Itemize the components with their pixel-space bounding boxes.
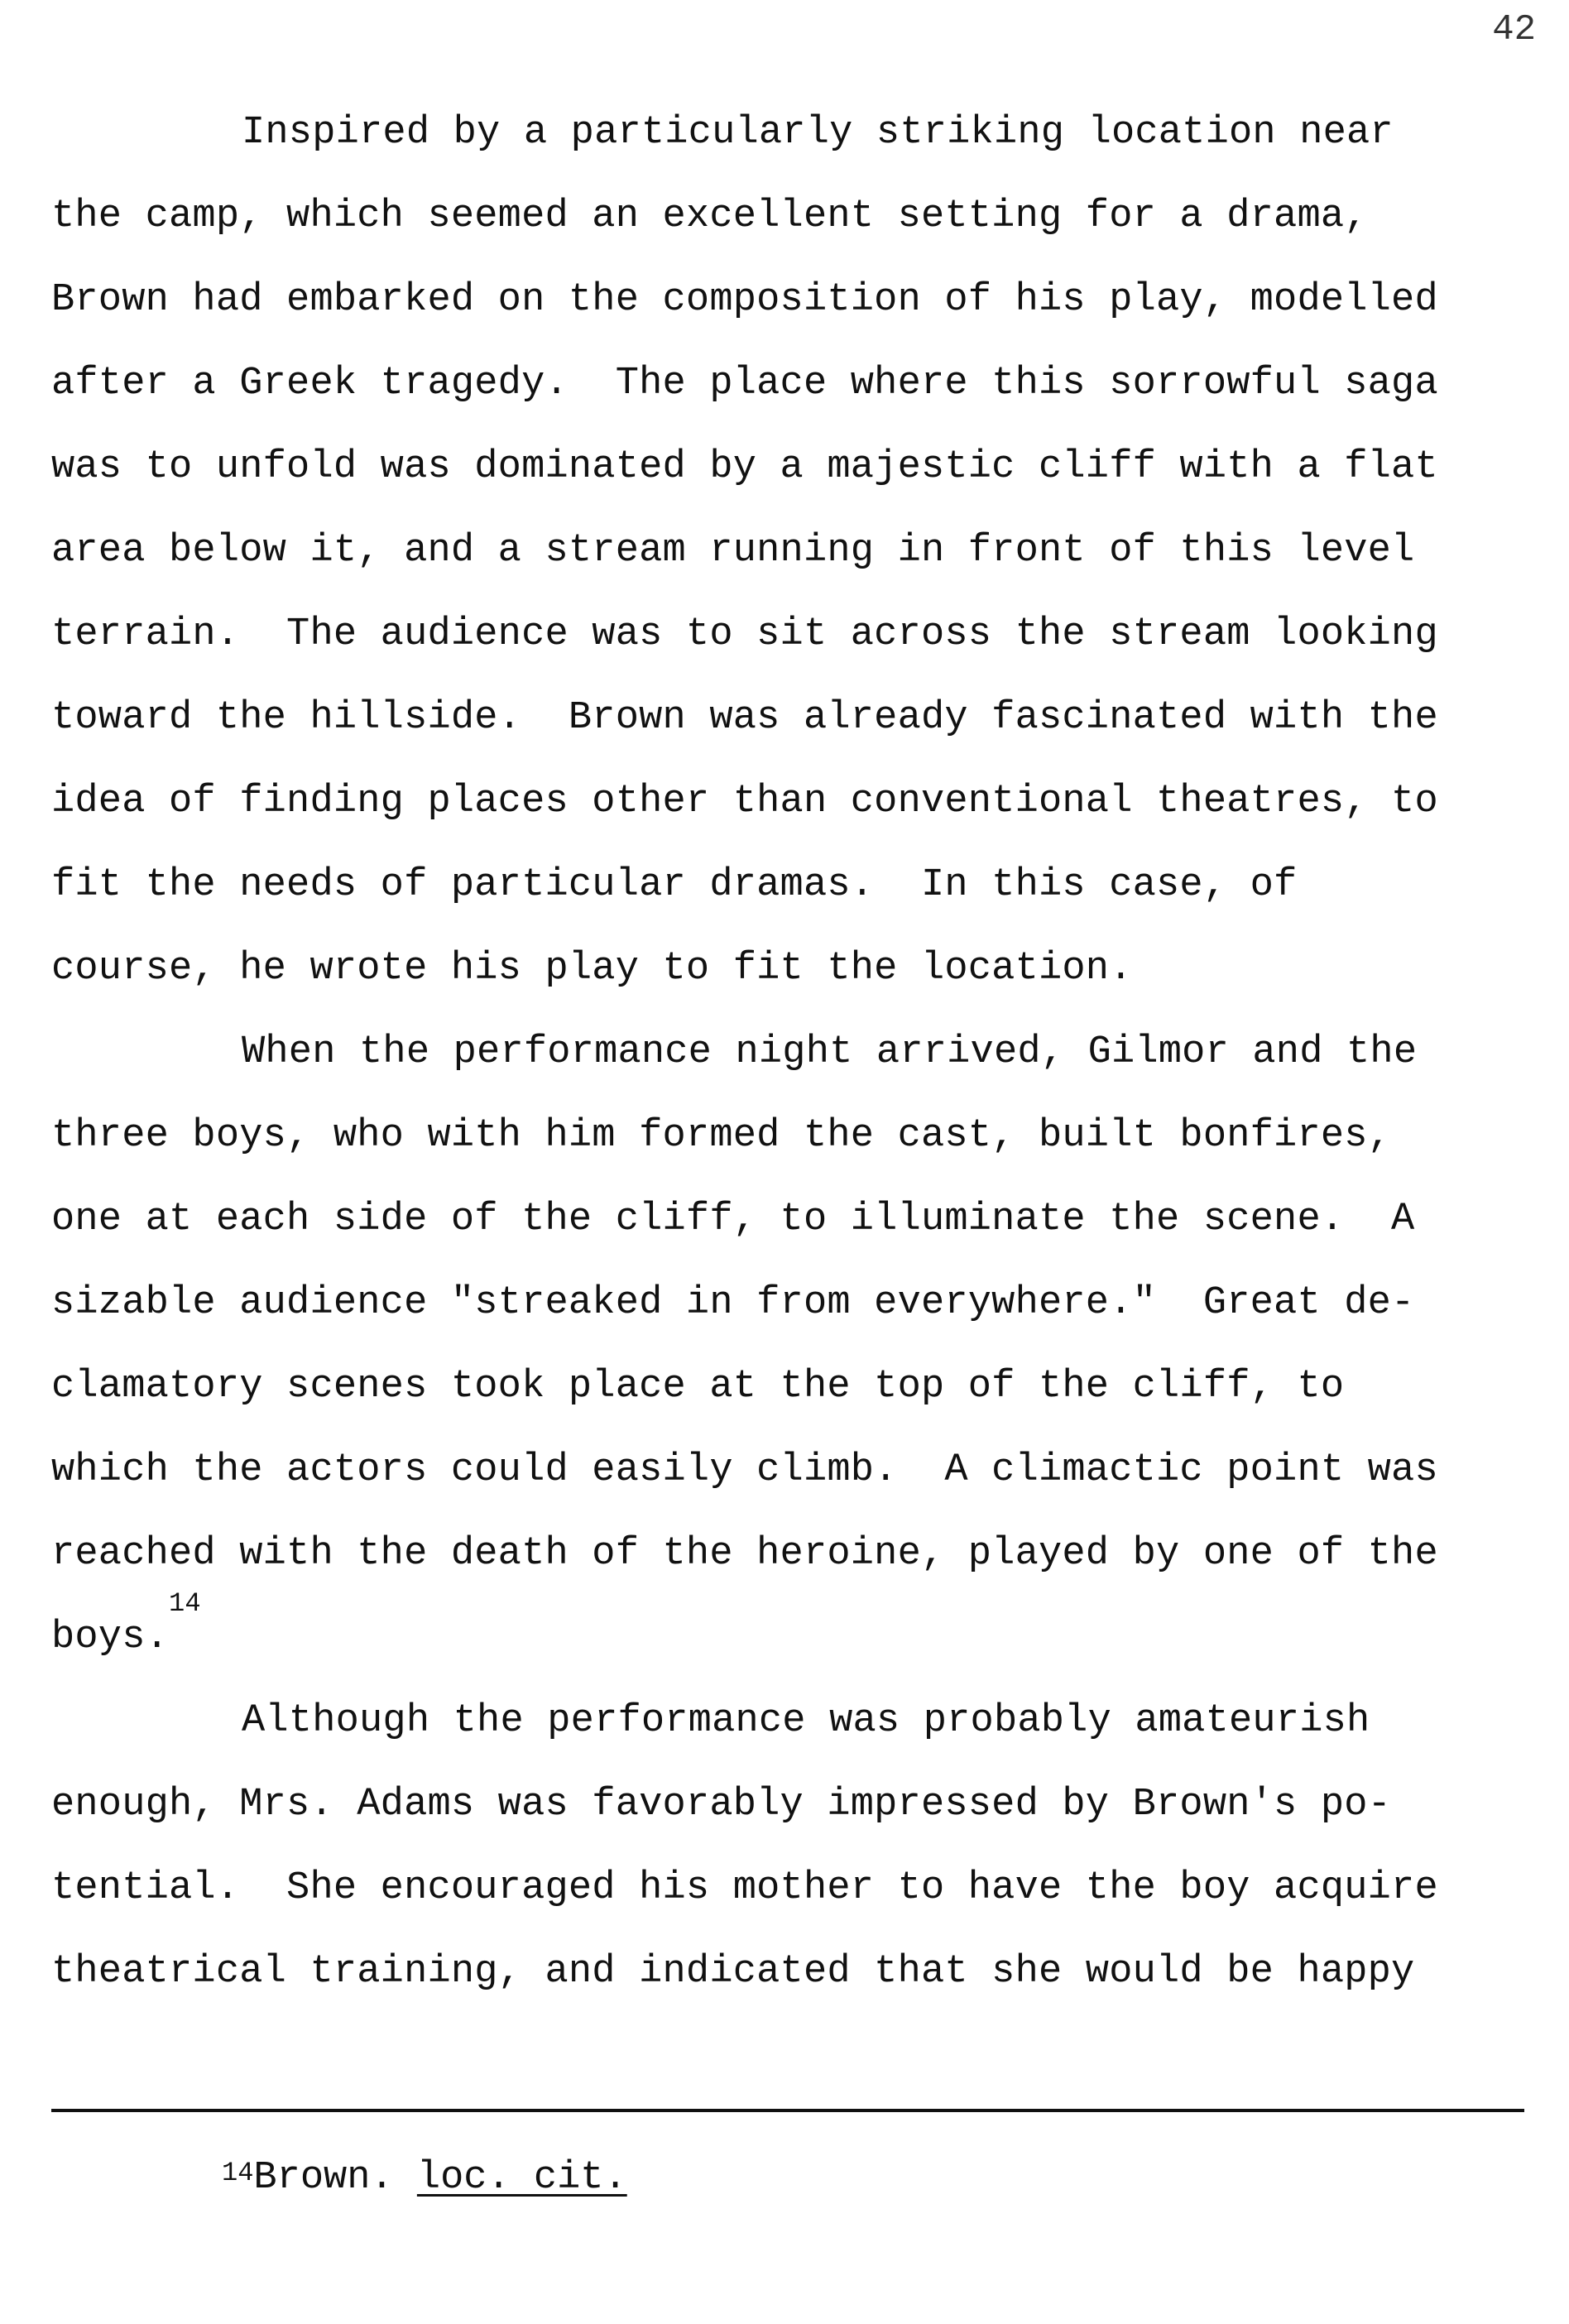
text-line: after a Greek tragedy. The place where this sorrowful saga — [51, 362, 1438, 406]
text-line: course, he wrote his play to fit the location. — [51, 947, 1133, 991]
body-text — [51, 91, 1524, 2014]
text-line-with-footnote — [51, 1588, 1524, 1679]
text-line: which the actors could easily climb. A climactic point was — [51, 1448, 1438, 1492]
text-line: clamatory scenes took place at the top of the cliff, to — [51, 1365, 1345, 1409]
text-line: three boys, who with him formed the cast, built bonfires, — [51, 1114, 1392, 1158]
text-line: Inspired by a particularly striking location near — [242, 111, 1394, 155]
footnote-divider — [51, 2109, 1524, 2112]
text-line: Brown had embarked on the composition of his play, modelled — [51, 278, 1438, 322]
footnote-citation: loc. cit. — [416, 2156, 627, 2200]
text-line: one at each side of the cliff, to illuminate the scene. A — [51, 1198, 1415, 1241]
text-line: the camp, which seemed an excellent setting for a drama, — [51, 194, 1368, 238]
paragraph-2 — [51, 1011, 1524, 1679]
paragraph-3 — [51, 1679, 1524, 2014]
text-line: toward the hillside. Brown was already fascinated with the — [51, 696, 1438, 740]
text-line: fit the needs of particular dramas. In this case, of — [51, 863, 1298, 907]
footnote-number: 14 — [222, 2158, 254, 2188]
text-line: theatrical training, and indicated that she would be happy — [51, 1950, 1415, 1994]
text-line: Although the performance was probably amateurish — [242, 1699, 1370, 1743]
page-number: 42 — [1492, 9, 1536, 50]
text-line: When the performance night arrived, Gilmor and the — [242, 1030, 1418, 1074]
footnote-reference: 14 — [169, 1588, 201, 1619]
footnote — [222, 2145, 627, 2211]
text-line: area below it, and a stream running in front of this level — [51, 529, 1415, 573]
text-line: reached with the death of the heroine, played by one of the — [51, 1532, 1438, 1576]
footnote-author: Brown. — [253, 2156, 394, 2200]
text-line: was to unfold was dominated by a majestic cliff with a flat — [51, 445, 1438, 489]
text-line: tential. She encouraged his mother to have the boy acquire — [51, 1866, 1438, 1910]
text-line: terrain. The audience was to sit across the stream looking — [51, 612, 1438, 656]
text-line: idea of finding places other than conventional theatres, to — [51, 780, 1438, 823]
text-line: sizable audience "streaked in from everywhere." Great de- — [51, 1281, 1415, 1325]
paragraph-1 — [51, 91, 1524, 1011]
text-line: enough, Mrs. Adams was favorably impressed by Brown's po- — [51, 1783, 1392, 1827]
text-fragment: boys. — [51, 1616, 170, 1659]
